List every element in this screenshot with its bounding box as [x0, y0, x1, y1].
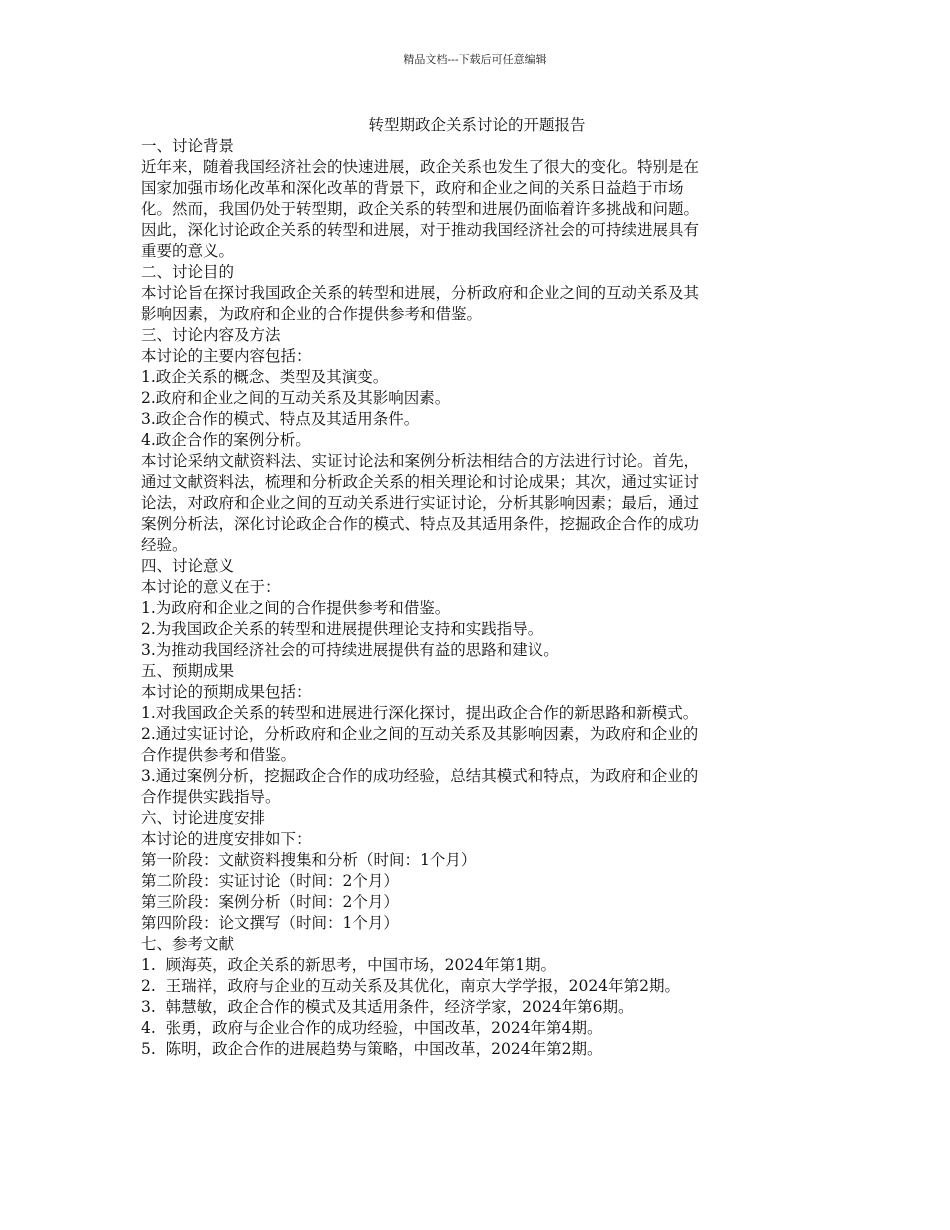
text-line: 1.政企关系的概念、类型及其演变。 [141, 368, 389, 386]
text-line: 本讨论的预期成果包括： [141, 683, 312, 701]
text-line: 近年来，随着我国经济社会的快速进展，政企关系也发生了很大的变化。特别是在 [141, 158, 700, 176]
document-title: 转型期政企关系讨论的开题报告 [368, 116, 586, 134]
text-line: 国家加强市场化改革和深化改革的背景下，政府和企业之间的关系日益趋于市场 [141, 179, 684, 197]
text-line: 第二阶段：实证讨论（时间：2个月） [141, 872, 399, 890]
text-line: 四、讨论意义 [141, 557, 235, 575]
text-line: 合作提供参考和借鉴。 [141, 746, 297, 764]
text-line: 1.为政府和企业之间的合作提供参考和借鉴。 [141, 599, 451, 617]
text-line: 六、讨论进度安排 [141, 809, 266, 827]
text-line: 3.为推动我国经济社会的可持续进展提供有益的思路和建议。 [141, 641, 559, 659]
text-line: 经验。 [141, 536, 188, 554]
text-line: 本讨论采纳文献资料法、实证讨论法和案例分析法相结合的方法进行讨论。首先， [141, 452, 700, 470]
text-line: 1.对我国政企关系的转型和进展进行深化探讨，提出政企合作的新思路和新模式。 [141, 704, 699, 722]
text-line: 本讨论的主要内容包括： [141, 347, 312, 365]
text-line: 4.政企合作的案例分析。 [141, 431, 311, 449]
text-line: 二、讨论目的 [141, 263, 235, 281]
text-line: 论法，对政府和企业之间的互动关系进行实证讨论，分析其影响因素；最后，通过 [141, 494, 700, 512]
text-line: 七、参考文献 [141, 935, 235, 953]
text-line: 4. 张勇，政府与企业合作的成功经验，中国改革，2024年第4期。 [141, 1019, 603, 1037]
text-line: 本讨论的进度安排如下： [141, 830, 312, 848]
text-line: 3. 韩慧敏，政企合作的模式及其适用条件，经济学家，2024年第6期。 [141, 998, 634, 1016]
text-line: 化。然而，我国仍处于转型期，政企关系的转型和进展仍面临着许多挑战和问题。 [141, 200, 700, 218]
text-line: 2.为我国政企关系的转型和进展提供理论支持和实践指导。 [141, 620, 544, 638]
text-line: 3.政企合作的模式、特点及其适用条件。 [141, 410, 420, 428]
text-line: 2.通过实证讨论，分析政府和企业之间的互动关系及其影响因素，为政府和企业的 [141, 725, 699, 743]
text-line: 三、讨论内容及方法 [141, 326, 281, 344]
text-line: 合作提供实践指导。 [141, 788, 281, 806]
text-line: 因此，深化讨论政企关系的转型和进展，对于推动我国经济社会的可持续进展具有 [141, 221, 700, 239]
text-line: 本讨论的意义在于： [141, 578, 281, 596]
page-header: 精品文档---下载后可任意编辑 [403, 53, 547, 66]
text-line: 第一阶段：文献资料搜集和分析（时间：1个月） [141, 851, 477, 869]
text-line: 重要的意义。 [141, 242, 235, 260]
document-body [141, 115, 813, 1060]
text-line: 本讨论旨在探讨我国政企关系的转型和进展，分析政府和企业之间的互动关系及其 [141, 284, 700, 302]
text-line: 第三阶段：案例分析（时间：2个月） [141, 893, 399, 911]
text-line: 2.政府和企业之间的互动关系及其影响因素。 [141, 389, 451, 407]
text-line: 一、讨论背景 [141, 137, 235, 155]
text-line: 影响因素，为政府和企业的合作提供参考和借鉴。 [141, 305, 483, 323]
document-lines [141, 136, 813, 1060]
text-line: 通过文献资料法，梳理和分析政企关系的相关理论和讨论成果；其次，通过实证讨 [141, 473, 700, 491]
text-line: 第四阶段：论文撰写（时间：1个月） [141, 914, 399, 932]
text-line: 1. 顾海英，政企关系的新思考，中国市场，2024年第1期。 [141, 956, 556, 974]
text-line: 2. 王瑞祥，政府与企业的互动关系及其优化，南京大学学报，2024年第2期。 [141, 977, 680, 995]
text-line: 五、预期成果 [141, 662, 235, 680]
text-line: 案例分析法，深化讨论政企合作的模式、特点及其适用条件，挖掘政企合作的成功 [141, 515, 700, 533]
text-line: 3.通过案例分析，挖掘政企合作的成功经验，总结其模式和特点，为政府和企业的 [141, 767, 699, 785]
text-line: 5. 陈明，政企合作的进展趋势与策略，中国改革，2024年第2期。 [141, 1040, 603, 1058]
